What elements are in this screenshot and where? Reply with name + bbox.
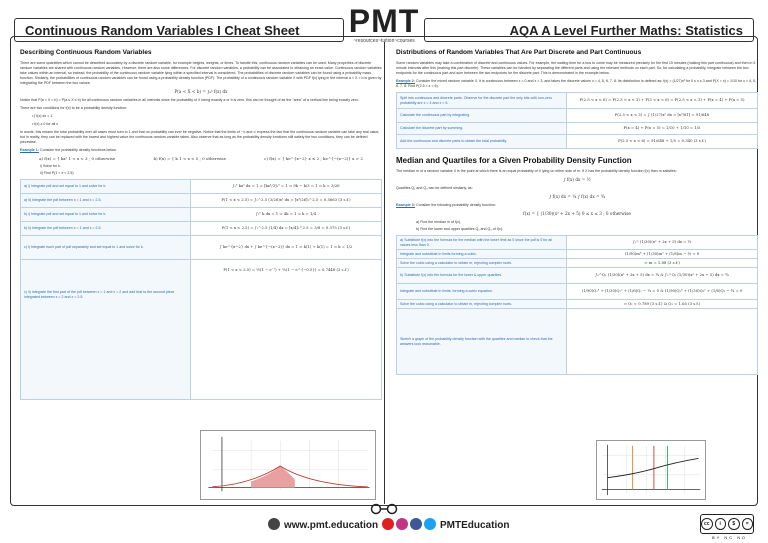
table-row: [397, 250, 758, 259]
example-2-label: Example 2:: [396, 79, 415, 83]
table-row: [21, 222, 382, 236]
condition-1-text: ∫ f(x) dx = 1: [34, 114, 53, 118]
step-question: a) Substitute f(x) into the formula for the median with the lower limit as 0 since the pdf is 0 for all values less than 0.: [397, 236, 567, 250]
table-row: [397, 123, 758, 135]
pdf-a: a) f(x) = { kx² 1 < x < 3 ; 0 otherwise: [39, 156, 116, 161]
logo-text: PMT: [348, 3, 420, 39]
table-row: [397, 236, 758, 250]
right-para-1: Some random variables may take a combination of discrete and continuous values. For example, the waiting time for a bus to come may be measured precisely for the first 15 minutes (making this part continuous) and then in 5 minute intervals after this (making this part discrete). These variables can be handled by separating the different parts and using the relevant methods on each part. So, for calculating a probability, integrate between the two endpoints for the continuous part and sum between the two endpoints for the discrete part. This is demonstrated in the example below.: [396, 61, 756, 75]
equation-quartiles: ∫ f(x) dx = ¼ ∫ f(x) dx = ¾: [549, 194, 605, 199]
column-divider: [384, 42, 385, 504]
step-question: Solve the cubic using a calculator to obtain m, rejecting complex roots.: [397, 300, 567, 309]
task-ii: ii) Find P(1 < x < 2.5): [40, 171, 74, 175]
table-row: [21, 180, 382, 194]
shaded-area: [251, 466, 295, 487]
step-question: Add the continuous and discrete parts to obtain the total probability.: [397, 135, 567, 149]
left-para-1: There are some quantities which cannot be described accurately by a discrete random variable, for example heights, weights, or times. To handle this, continuous random variables can be used. Many properties of discrete random variables are shared with continuous random variables. However, there are also some differences. For discrete random variables, a probability can be associated to obtaining an exact value. Continuous random variables take values within an interval, so instead, the probability of the continuous random variable lying within a specified interval is considered. The probabilities of discrete random variables can be found using a probability mass function. Similarly, the probabilities of continuous random variables can be found using a probability density function (PDF). The probability of a continuous random variable X with PDF f(x) lying in the interval a < X < b is given by integrating the PDF between the two values:: [20, 61, 382, 85]
step-answer: P(1 < x < 2.5) = ∫₁^2.5 (3/26)x² dx = [x³/26]₁^2.5 = 0.5663 (3 s.f.): [191, 194, 382, 208]
example-1-text: Consider the probability density functions below.: [39, 148, 117, 152]
right-para-3: Quartiles Q₁ and Q₃ can be defined similarly, as:: [396, 186, 473, 190]
step-question: b) ii) Integrate the pdf between x = 1 and x = 2.5.: [21, 222, 191, 236]
step-question: Integrate and substitute in limits forming a cubic.: [397, 250, 567, 259]
step-question: Calculate the continuous part by integrating.: [397, 109, 567, 123]
step-question: Sketch a graph of the probability density function with the quartiles and median to check that the answers look reasonable.: [397, 309, 567, 375]
example-2-intro: [396, 79, 758, 89]
nd-icon: =: [742, 518, 754, 530]
left-para-4: In words, this means the total probability over all cases must sum to 1 and that no probability can ever be negative. Notice that the limits of −∞ and ∞ express the fact that the continuous random variable can take any real value, but in reality, they can be replaced with the lowest and highest value the continuous random variable takes. Also observe that as long as the probability density functions still satisfy the two conditions, they can be defined piecewise.: [20, 130, 380, 144]
left-para-2: Notice that P(a < X < b) = P(a ≤ X ≤ b) for all continuous random variables in all intervals since the probability of X being exactly a or b is zero, this can be thought of as the "area" of a vertical line being exactly zero.: [20, 98, 359, 102]
step-answer: P(2.5 < x < 6) = P(2.5 < x < 3) + P(3 < x < 6) = P(2.5 < x < 3) + P(x = 4) + P(x = 5): [567, 93, 758, 109]
nc-icon: $: [728, 518, 740, 530]
section-title-mixed: Distributions of Random Variables That Are Part Discrete and Part Continuous: [396, 49, 642, 56]
pdf-c: c) f(x) = { ke^{x−2} x ≤ 2 ; ke^{−(x−2)} x > 2: [264, 156, 363, 161]
table-row: [397, 268, 758, 284]
table-row: [21, 194, 382, 208]
example-1-working-table: [20, 179, 382, 400]
condition-1: • ∫ f(x) dx = 1: [32, 114, 53, 118]
table-row: [397, 309, 758, 375]
example-1-intro: [20, 148, 382, 153]
website-link[interactable]: www.pmt.education: [284, 520, 379, 531]
table-row: [397, 109, 758, 123]
example-1-label: Example 1:: [20, 148, 39, 152]
table-row: [397, 135, 758, 149]
table-row: [397, 300, 758, 309]
twitter-icon[interactable]: [424, 518, 436, 530]
page-title: Continuous Random Variables I Cheat Sheet: [25, 22, 300, 38]
table-row: [397, 259, 758, 268]
section-title-median: Median and Quartiles for a Given Probability Density Function: [396, 156, 632, 165]
step-question: a) i) Integrate pdf and set equal to 1 and solve for k.: [21, 180, 191, 194]
step-question: b) Substitute f(x) into the formula for the lower & upper quartiles.: [397, 268, 567, 284]
table-row: [397, 284, 758, 300]
equation-pdf-3: f(x) = { (1/30)(x² + 2x + 5) 0 ≤ x ≤ 3 ; 0 otherwise: [523, 211, 631, 216]
equation-interval-prob: P(a < X < b) = ∫ₐᵇ f(x) dx: [174, 89, 228, 94]
pdf-graph-left: [200, 430, 376, 500]
page-subtitle: AQA A Level Further Maths: Statistics: [509, 22, 743, 38]
table-row: [21, 236, 382, 260]
right-para-2: The median m of a random variable X is the point at which there is an equal probability of X lying on either side of m. If X has the probability density function f(x) then m satisfies:: [396, 169, 677, 173]
step-answer: P(x = 4) + P(x = 5) = 1/10 + 1/10 = 1/5: [567, 123, 758, 135]
example-3-label: Example 3:: [396, 203, 415, 207]
social-handle[interactable]: PMTEducation: [440, 520, 510, 531]
step-answer: (1/90)Q₁³ + (1/30)Q₁² + (1/6)Q₁ − ¼ = 0 & (1/90)Q₃³ + (1/30)Q₃² + (1/6)Q₃ − ¾ = 0: [567, 284, 758, 300]
table-row: [21, 208, 382, 222]
step-answer: ⇒ Q₁ = 0.789 (3 s.f.) & Q₃ = 1.65 (3 s.f.): [567, 300, 758, 309]
table-row: [21, 260, 382, 400]
pdf-b: b) f(x) = { k 1 < x < 5 ; 0 otherwise: [153, 156, 226, 161]
step-question: Integrate and substitute in limits, forming a cubic equation.: [397, 284, 567, 300]
step-answer: ⇒ m = 1.88 (3 s.f.): [567, 259, 758, 268]
task-b: b) Find the lower and upper quartiles Q₁ and Q₃ of f(x).: [416, 227, 503, 231]
step-question: a) ii) Integrate the pdf between x = 1 and x = 2.5.: [21, 194, 191, 208]
task-a: a) Find the median m of f(x).: [416, 220, 462, 224]
example-2-text: Consider the mixed random variable X. It is continuous between x = 0 and x = 3, and takes the discrete values x = 4, 5, 6, 7, 8. Its distribution is defined as: f(x) = (1/27)x² for 0 ≤ x ≤ 3 and P(X = x) = 1/10 for x = 4, 5, 6, 7, 8. Find P(2.5 < x < 6).: [396, 79, 757, 88]
left-para-3: There are two conditions for f(x) to be a probability density function:: [20, 106, 128, 110]
left-column: [20, 46, 382, 400]
step-question: b) i) Integrate pdf and set equal to 1 and solve for k.: [21, 208, 191, 222]
facebook-icon[interactable]: [410, 518, 422, 530]
step-question: c) ii) Integrate the first part of the pdf between x = 1 and x = 2 and add that to the second piece integrated between x = 2 and x = 2.5.: [21, 260, 191, 400]
step-question: Solve the cubic using a calculator to obtain m, rejecting complex roots.: [397, 259, 567, 268]
instagram-icon[interactable]: [396, 518, 408, 530]
step-answer: ∫₁³ kx² dx = 1 ⇒ [kx³/3]₁³ = 1 ⇒ 9k − k/3 = 1 ⇒ k = 3/26: [191, 180, 382, 194]
step-answer: ∫₁⁵ k dx = 1 ⇒ 4k = 1 ⇒ k = 1/4: [191, 208, 382, 222]
task-i: i) Solve for k.: [40, 164, 61, 168]
step-answer: P(1 < x < 2.5) = ∫₁^2.5 (1/4) dx = [x/4]₁^2.5 = 3/8 = 0.375 (3 s.f.): [191, 222, 382, 236]
step-answer: P(1 < x < 2.5) = ½(1 − e⁻¹) + ½(1 − e^{−0.5}) = 0.7448 (3 s.f.): [223, 267, 349, 272]
cc-icon: cc: [701, 518, 713, 530]
bottom-glasses-icon: [366, 502, 402, 514]
step-question: Split into continuous and discrete parts. Observe for the discrete part the only bits with non-zero probability are x = 4 and x = 5.: [397, 93, 567, 109]
example-3-text: Consider the following probability density function:: [415, 203, 496, 207]
condition-2: • f(x) ≥ 0 for all x: [32, 122, 59, 126]
step-answer: ∫ ke^{x−2} dx + ∫ ke^{−(x−2)} dx = 1 ⇒ k(1) + k(1) = 1 ⇒ k = 1/2: [191, 236, 382, 260]
globe-icon: [268, 518, 280, 530]
by-icon: i: [715, 518, 727, 530]
step-answer-graph-cell: [191, 260, 382, 400]
creative-commons-badge[interactable]: [700, 514, 754, 534]
example-3-working-table: [396, 235, 758, 375]
pdf-definitions: [20, 156, 382, 161]
table-row: [397, 93, 758, 109]
step-question: Calculate the discrete part by summing.: [397, 123, 567, 135]
step-answer: P(2.5 < x < 3) = ∫ (1/27)x² dx = [x³/81] = 91/648: [567, 109, 758, 123]
logo-tagline: ~resources~tuition~courses: [353, 38, 415, 44]
step-answer: (1/90)m³ + (1/30)m² + (1/6)m − ½ = 0: [567, 250, 758, 259]
step-answer: ∫₀^Q₁ (1/30)(x² + 2x + 5) dx = ¼ & ∫₀^Q₃ (1/30)(x² + 2x + 5) dx = ¾: [567, 268, 758, 284]
right-column: [396, 46, 758, 375]
step-answer: ∫₀ᵐ (1/30)(x² + 2x + 5) dx = ½: [567, 236, 758, 250]
youtube-icon[interactable]: [382, 518, 394, 530]
example-2-working-table: [396, 92, 758, 149]
step-question: c) i) Integrate each part of pdf separately and set equal to 1 and solve for k.: [21, 236, 191, 260]
step-answer-graph-cell: [567, 309, 758, 375]
equation-median: ∫ f(x) dx = ½: [563, 177, 591, 182]
graph-grid: [603, 446, 700, 494]
step-answer: P(2.5 < x < 6) = 91/648 + 1/5 = 0.340 (3 s.f.): [567, 135, 758, 149]
pdf-graph-right: [596, 440, 706, 500]
example-3-intro: [396, 203, 758, 208]
condition-2-text: f(x) ≥ 0 for all x: [34, 122, 59, 126]
section-title-describing: Describing Continuous Random Variables: [20, 49, 152, 56]
license-text: BY NC ND: [712, 535, 748, 540]
